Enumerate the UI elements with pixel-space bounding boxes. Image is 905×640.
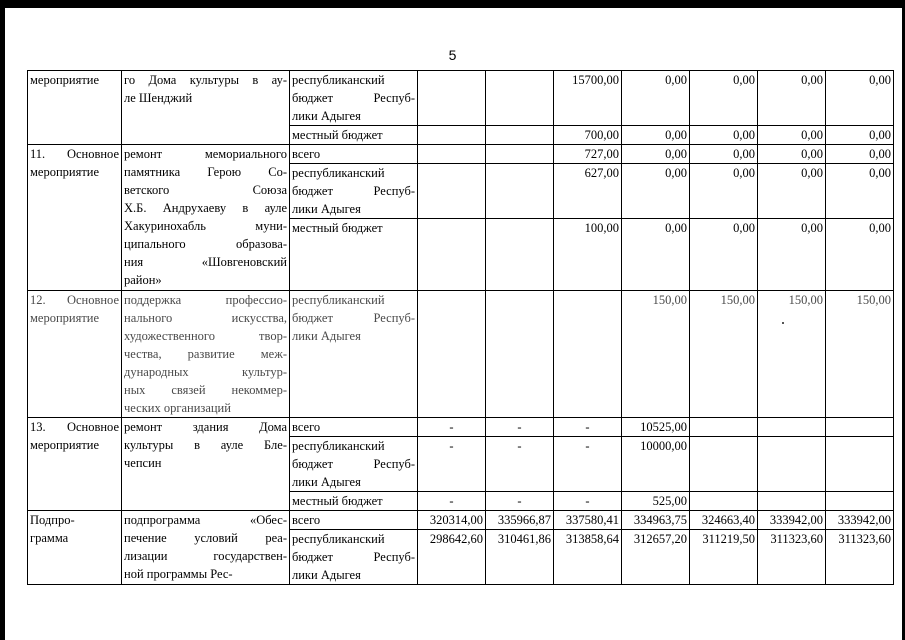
funding-source-cell	[290, 511, 418, 530]
text-line: грамма	[30, 531, 69, 545]
amount-cell	[418, 126, 486, 145]
text-line: памятника Герою Со-	[124, 165, 287, 179]
amount-cell: 150,00	[758, 291, 826, 418]
amount-cell: 0,00	[758, 164, 826, 219]
funding-source-cell	[290, 492, 418, 511]
text-line: поддержка профессио-	[124, 293, 287, 307]
text-line: местный бюджет	[292, 221, 383, 235]
text-line: местный бюджет	[292, 128, 383, 142]
text-line: лики Адыгея	[292, 202, 361, 216]
amount-cell: 0,00	[826, 71, 894, 126]
amount-cell: 10000,00	[622, 437, 690, 492]
text-line: всего	[292, 420, 321, 434]
table-row	[28, 145, 894, 164]
text-line: лизации государствен-	[124, 549, 287, 563]
amount-cell	[826, 437, 894, 492]
scan-speck	[782, 322, 784, 324]
text-line: местный бюджет	[292, 494, 383, 508]
text-line: 12. Основное	[30, 293, 119, 307]
amount-cell: 298642,60	[418, 530, 486, 585]
amount-cell	[486, 71, 554, 126]
amount-cell: 0,00	[622, 219, 690, 291]
amount-cell: 0,00	[690, 164, 758, 219]
amount-cell: 0,00	[622, 126, 690, 145]
amount-cell	[826, 418, 894, 437]
amount-cell: 0,00	[690, 145, 758, 164]
funding-source-cell	[290, 291, 418, 418]
amount-cell	[554, 291, 622, 418]
amount-cell	[486, 291, 554, 418]
text-line: 13. Основное	[30, 420, 119, 434]
funding-source-cell	[290, 530, 418, 585]
scan-top-border	[0, 0, 905, 8]
text-line: лики Адыгея	[292, 475, 361, 489]
activity-label-cell	[28, 145, 122, 291]
amount-cell	[758, 437, 826, 492]
amount-cell: 15700,00	[554, 71, 622, 126]
text-line: ния «Шовгеновский	[124, 255, 287, 269]
text-line: го Дома культуры в ау-	[124, 73, 287, 87]
amount-cell: -	[554, 418, 622, 437]
text-line: мероприятие	[30, 311, 100, 325]
amount-cell	[826, 492, 894, 511]
amount-cell	[486, 219, 554, 291]
table-row	[28, 511, 894, 530]
text-line: бюджет Респуб-	[292, 311, 415, 325]
amount-cell: 627,00	[554, 164, 622, 219]
amount-cell	[418, 164, 486, 219]
amount-cell: 0,00	[690, 219, 758, 291]
amount-cell: 525,00	[622, 492, 690, 511]
text-line: ле Шенджий	[124, 91, 193, 105]
activity-label-cell	[28, 511, 122, 585]
amount-cell: 0,00	[758, 71, 826, 126]
amount-cell: 727,00	[554, 145, 622, 164]
amount-cell: 311323,60	[758, 530, 826, 585]
text-line: ной программы Рес-	[124, 567, 233, 581]
text-line: Х.Б. Андрухаеву в ауле	[124, 201, 287, 215]
amount-cell: 0,00	[758, 219, 826, 291]
amount-cell: -	[418, 492, 486, 511]
budget-table	[27, 70, 894, 585]
amount-cell: 333942,00	[758, 511, 826, 530]
amount-cell: 0,00	[690, 126, 758, 145]
amount-cell: 700,00	[554, 126, 622, 145]
text-line: лики Адыгея	[292, 109, 361, 123]
amount-cell	[418, 145, 486, 164]
text-line: лики Адыгея	[292, 329, 361, 343]
text-line: ческих организаций	[124, 401, 231, 415]
text-line: ных связей некоммер-	[124, 383, 287, 397]
text-line: ремонт здания Дома	[124, 420, 287, 434]
text-line: культуры в ауле Бле-	[124, 438, 287, 452]
funding-source-cell	[290, 219, 418, 291]
amount-cell: 313858,64	[554, 530, 622, 585]
amount-cell: 100,00	[554, 219, 622, 291]
amount-cell: 337580,41	[554, 511, 622, 530]
table-row	[28, 291, 894, 418]
activity-label-cell	[28, 291, 122, 418]
text-line: ремонт мемориального	[124, 147, 287, 161]
text-line: республиканский	[292, 532, 385, 546]
amount-cell	[690, 437, 758, 492]
text-line: республиканский	[292, 166, 385, 180]
text-line: печение условий реа-	[124, 531, 287, 545]
funding-source-cell	[290, 437, 418, 492]
amount-cell: 335966,87	[486, 511, 554, 530]
amount-cell: 0,00	[758, 126, 826, 145]
amount-cell: 0,00	[622, 164, 690, 219]
text-line: всего	[292, 513, 321, 527]
amount-cell: -	[486, 492, 554, 511]
amount-cell: 0,00	[826, 126, 894, 145]
amount-cell	[690, 418, 758, 437]
table-row	[28, 418, 894, 437]
amount-cell: 150,00	[826, 291, 894, 418]
text-line: мероприятие	[30, 73, 100, 87]
text-line: район»	[124, 273, 162, 287]
text-line: Хакуринохабль муни-	[124, 219, 287, 233]
text-line: мероприятие	[30, 438, 100, 452]
funding-source-cell	[290, 418, 418, 437]
text-line: лики Адыгея	[292, 568, 361, 582]
amount-cell	[758, 418, 826, 437]
activity-description-cell	[122, 291, 290, 418]
amount-cell	[486, 126, 554, 145]
amount-cell: 0,00	[826, 164, 894, 219]
funding-source-cell	[290, 126, 418, 145]
text-line: бюджет Респуб-	[292, 457, 415, 471]
amount-cell: 0,00	[826, 145, 894, 164]
text-line: бюджет Респуб-	[292, 550, 415, 564]
amount-cell: 0,00	[758, 145, 826, 164]
amount-cell: 333942,00	[826, 511, 894, 530]
activity-label-cell	[28, 418, 122, 511]
amount-cell	[486, 145, 554, 164]
text-line: ветского Союза	[124, 183, 287, 197]
amount-cell: -	[554, 437, 622, 492]
text-line: 11. Основное	[30, 147, 119, 161]
text-line: республиканский	[292, 73, 385, 87]
amount-cell: 311219,50	[690, 530, 758, 585]
amount-cell	[418, 219, 486, 291]
text-line: подпрограмма «Обес-	[124, 513, 287, 527]
amount-cell: 320314,00	[418, 511, 486, 530]
amount-cell: 150,00	[622, 291, 690, 418]
activity-description-cell	[122, 418, 290, 511]
text-line: художественного твор-	[124, 329, 287, 343]
funding-source-cell	[290, 164, 418, 219]
text-line: ципального образова-	[124, 237, 287, 251]
activity-description-cell	[122, 71, 290, 145]
amount-cell: 0,00	[690, 71, 758, 126]
amount-cell: 311323,60	[826, 530, 894, 585]
text-line: чепсин	[124, 456, 162, 470]
amount-cell: 150,00	[690, 291, 758, 418]
amount-cell: -	[554, 492, 622, 511]
text-line: бюджет Респуб-	[292, 91, 415, 105]
activity-description-cell	[122, 511, 290, 585]
amount-cell: 10525,00	[622, 418, 690, 437]
text-line: республиканский	[292, 439, 385, 453]
amount-cell	[418, 71, 486, 126]
text-line: бюджет Респуб-	[292, 184, 415, 198]
scan-left-border	[0, 0, 5, 640]
text-line: республиканский	[292, 293, 385, 307]
amount-cell	[418, 291, 486, 418]
text-line: дународных культур-	[124, 365, 287, 379]
amount-cell: 334963,75	[622, 511, 690, 530]
amount-cell	[758, 492, 826, 511]
amount-cell: 0,00	[622, 145, 690, 164]
amount-cell: -	[486, 437, 554, 492]
amount-cell: 312657,20	[622, 530, 690, 585]
funding-source-cell	[290, 71, 418, 126]
amount-cell: 324663,40	[690, 511, 758, 530]
amount-cell: 0,00	[622, 71, 690, 126]
text-line: всего	[292, 147, 321, 161]
text-line: нального искусства,	[124, 311, 287, 325]
amount-cell: -	[418, 418, 486, 437]
activity-label-cell	[28, 71, 122, 145]
table-row	[28, 71, 894, 126]
text-line: чества, развитие меж-	[124, 347, 287, 361]
activity-description-cell	[122, 145, 290, 291]
text-line: мероприятие	[30, 165, 100, 179]
amount-cell: -	[418, 437, 486, 492]
amount-cell	[486, 164, 554, 219]
page-number: 5	[448, 47, 457, 63]
amount-cell: 0,00	[826, 219, 894, 291]
amount-cell: 310461,86	[486, 530, 554, 585]
text-line: Подпро-	[30, 513, 75, 527]
amount-cell	[690, 492, 758, 511]
funding-source-cell	[290, 145, 418, 164]
amount-cell: -	[486, 418, 554, 437]
